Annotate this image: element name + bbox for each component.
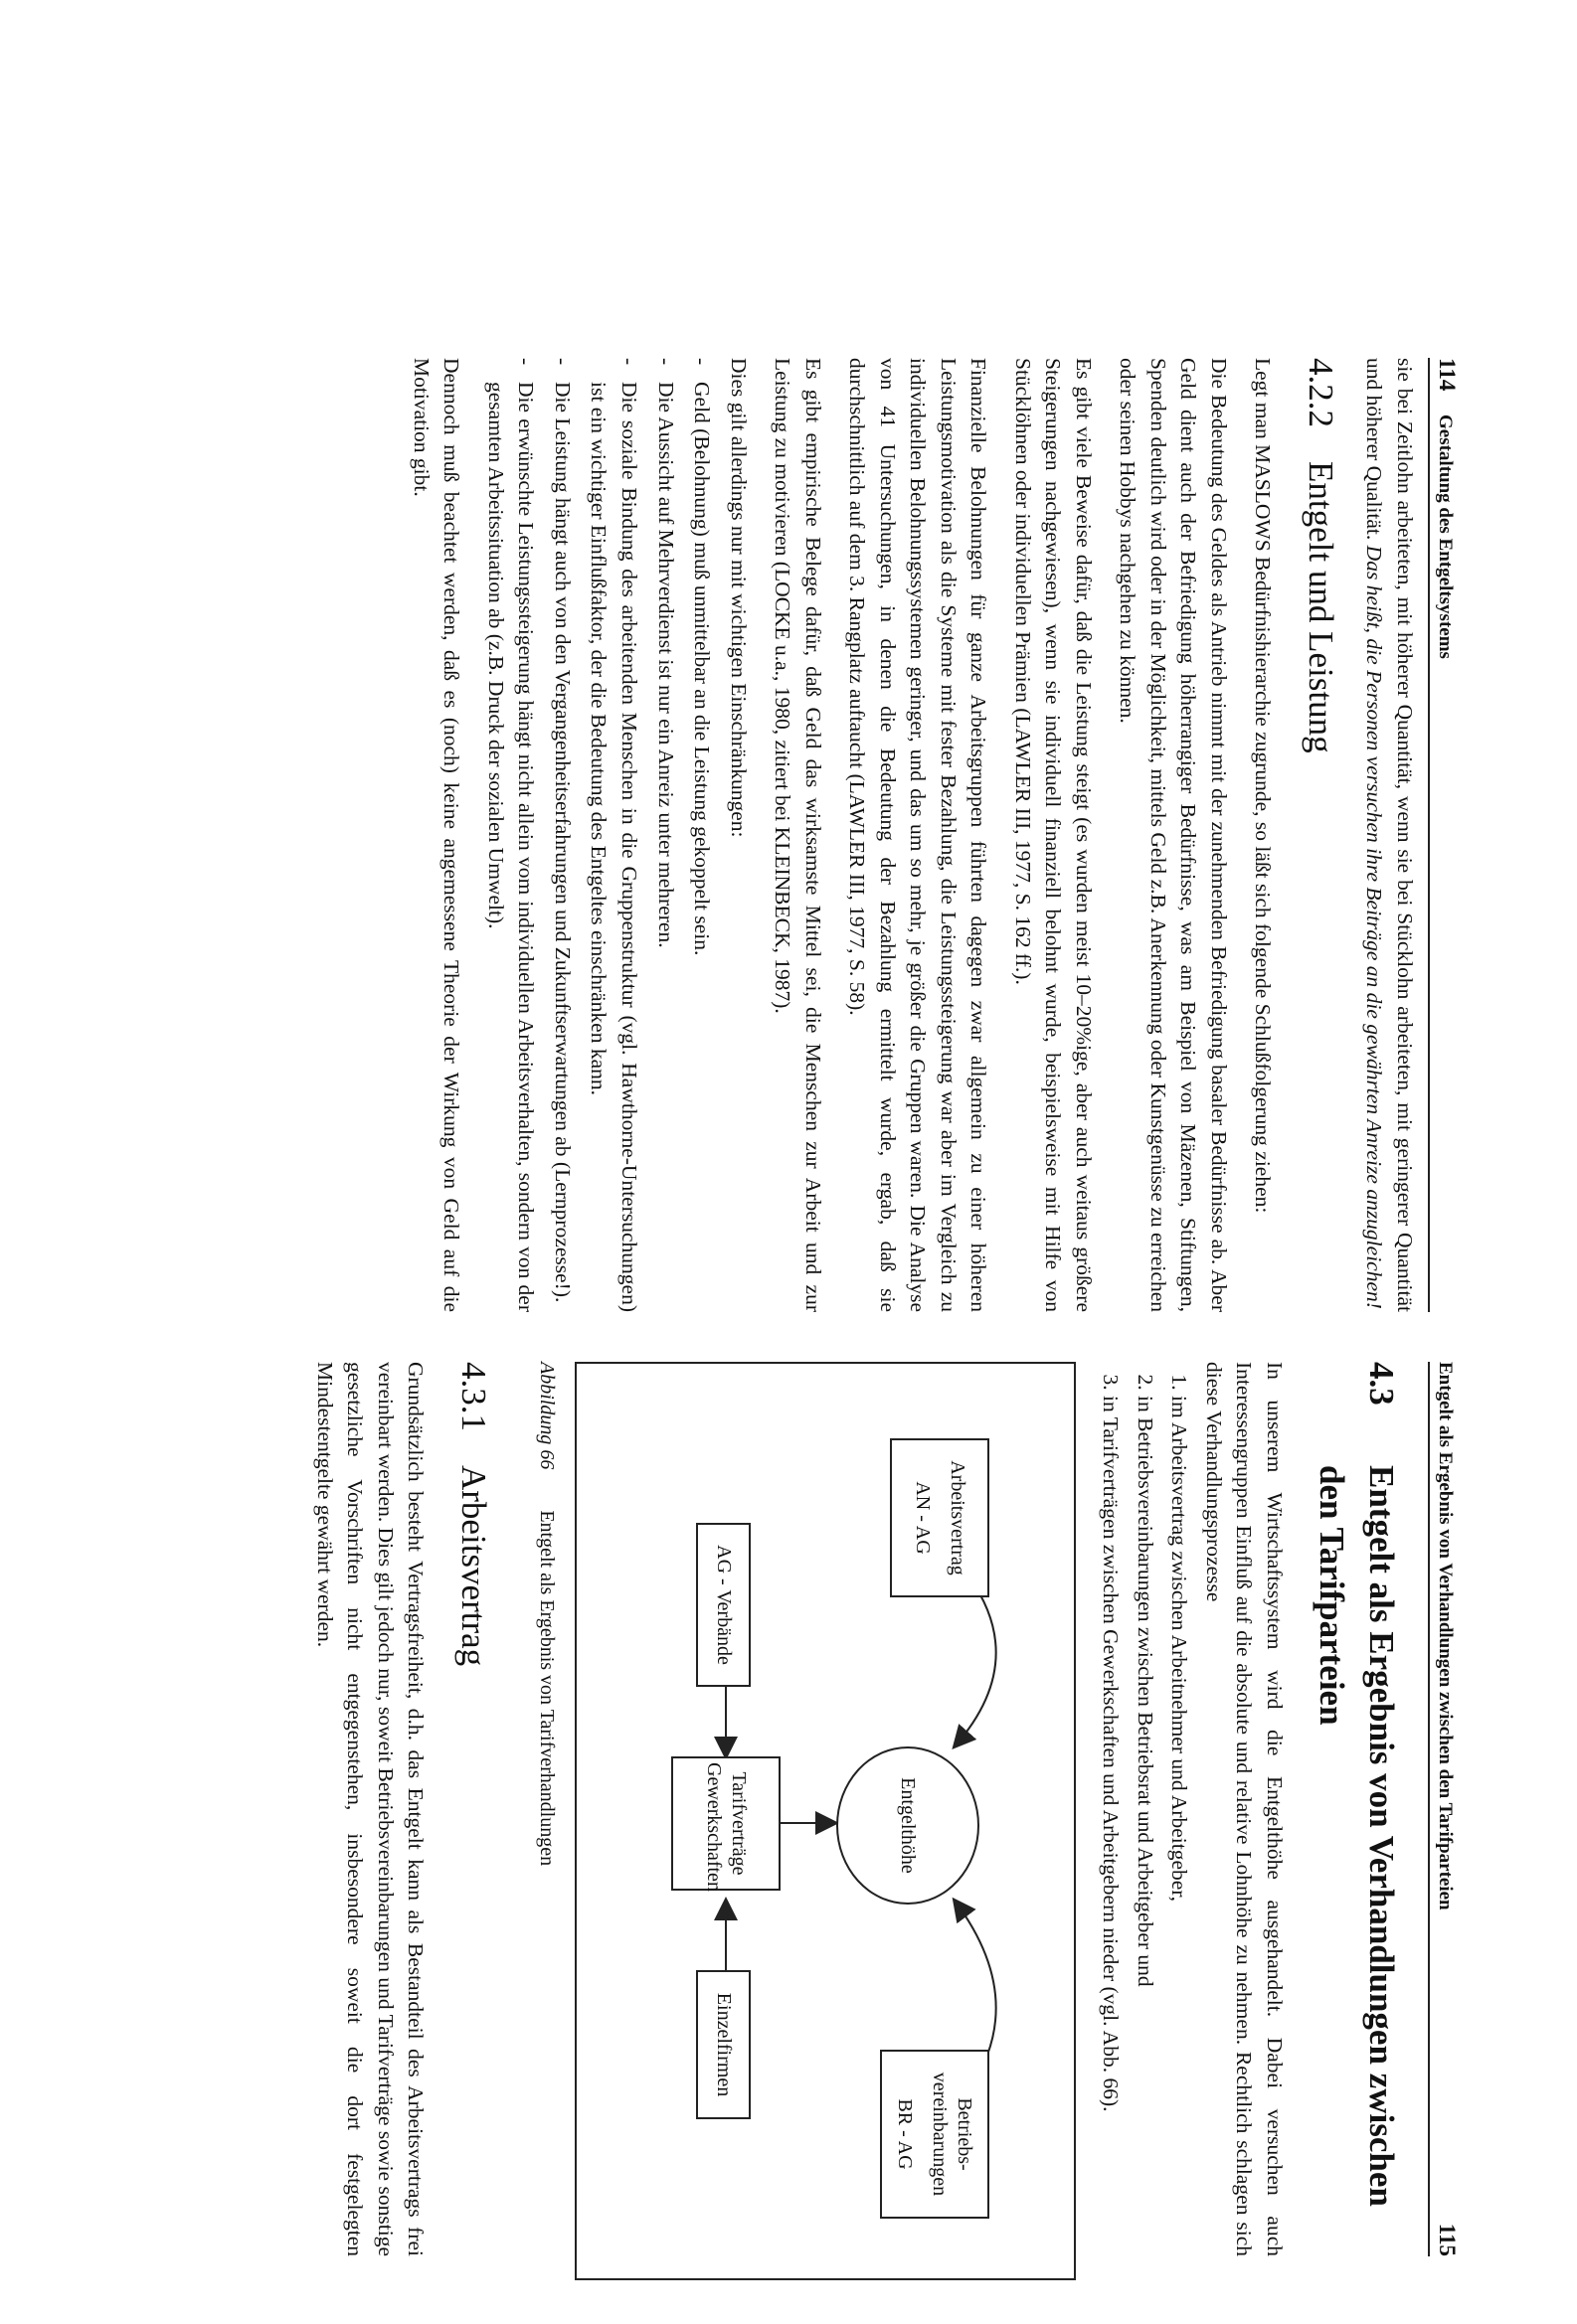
- intro-paragraph: [1359, 358, 1420, 1312]
- box-title: Arbeitsvertrag: [946, 1460, 968, 1576]
- box-title: Betriebs- vereinbarungen: [929, 2072, 976, 2197]
- caption-text: Entgelt als Ergebnis von Tarifverhandlungen: [535, 1510, 558, 1867]
- section-number: 4.2.2: [1301, 358, 1340, 427]
- right-text-column: [295, 1362, 1420, 2256]
- figure-66-diagram: [575, 1362, 1076, 2280]
- subsection-paragraph: Grundsätzlich besteht Vertragsfreiheit, d.h. das Entgelt kann als Bestandteil des Arbeitsvertrags frei vereinbart werden. Dies gilt jedoch nur, soweit Betriebsvereinbarungen und Tarifverträge sowie sonstige gesetzliche Vorschriften nicht entgegenstehen, insbesondere soweit die dort festgelegten Mindestentgelte gewährt werden.: [312, 1362, 429, 2256]
- list-item: - Geld (Belohnung) muß unmittelbar an die Leistung gekoppelt sein.: [687, 358, 718, 1312]
- paragraph: Es gibt viele Beweise dafür, daß die Leistung steigt (es wurden meist 10–20%ige, aber auch weitaus größere Steigerungen nachgewiesen), wenn sie individuell finanziell belohnt wurde, beispielsweise mit Hilfe von Stücklöhnen oder individuellen Prämien (LAWLER III, 1977, S. 162 ff.).: [1010, 358, 1096, 1312]
- section-heading-4-2-2: [1296, 358, 1345, 1312]
- paragraph: Dies gilt allerdings nur mit wichtigen Einschränkungen:: [726, 358, 751, 838]
- left-page: [0, 298, 1577, 1352]
- right-page-number: 115: [1435, 2223, 1460, 2256]
- list-item: 3. in Tarifverträgen zwischen Gewerkschaften und Arbeitgebern nieder (vgl. Abb. 66).: [1096, 1396, 1127, 2256]
- list-item: - Die soziale Bindung des arbeitenden Menschen in die Gruppenstruktur (vgl. Hawthorne-Untersuchungen) ist ein wichtiger Einflußfaktor, der die Bedeutung des Entgeltes einschränken kann.: [584, 358, 644, 1312]
- box-ag-verbaende: [696, 1523, 751, 1687]
- restrictions-list: [480, 358, 717, 1312]
- figure-caption: [532, 1362, 560, 2256]
- paragraph: Legt man MASLOWS Bedürfnishierarchie zugrunde, so läßt sich folgende Schlußfolgerung ziehen:: [1251, 358, 1276, 1214]
- right-running-title: Entgelt als Ergebnis von Verhandlungen zwischen den Tarifparteien: [1435, 1362, 1456, 1910]
- section-title: Entgelt und Leistung: [1301, 461, 1340, 753]
- closing-paragraph: Dennoch muß beachtet werden, daß es (noch) keine angemessene Theorie der Wirkung von Geld auf die Motivation gibt.: [409, 358, 464, 1312]
- section-heading-4-3: [1308, 1362, 1406, 2256]
- paragraph: Die Bedeutung des Geldes als Antrieb nimmt mit der zunehmenden Befriedigung basaler Bedürfnisse ab. Aber Geld dient auch der Befriedigung höherrangiger Bedürfnisse, was am Beispiel von Mäzenen, Stiftungen, Spenden deutlich wird oder in der Möglichkeit, mittels Geld z.B. Anerkennung oder Kunstgenüsse zu erreichen oder seinen Hobbys nachgehen zu können.: [1116, 358, 1231, 1312]
- section-number: 4.3.1: [454, 1362, 494, 1431]
- box-arbeitsvertrag: [890, 1438, 989, 1597]
- box-einzelfirmen: [696, 1970, 751, 2119]
- left-text-column: [392, 358, 1420, 1312]
- box-tarifvertraege: [671, 1756, 781, 1891]
- left-page-number: 114: [1435, 358, 1460, 392]
- section-number: 4.3: [1362, 1362, 1401, 1406]
- box-title: Tarifverträge Gewerkschaften: [702, 1762, 750, 1892]
- section-title: Arbeitsvertrag: [454, 1465, 494, 1667]
- right-running-header: [1428, 1362, 1460, 2256]
- list-item: - Die Leistung hängt auch von den Vergangenheitserfahrungen und Zukunftserwartungen ab (Lernprozesse!).: [547, 358, 578, 1312]
- section-heading-4-3-1: [448, 1362, 498, 2256]
- paragraph: Es gibt empirische Belege dafür, daß Geld das wirksamste Mittel sei, die Menschen zur Arbeit und zur Leistung zu motivieren (LOCKE u.a., 1980, zitiert bei KLEINBECK, 1987).: [771, 358, 825, 1312]
- left-running-title: Gestaltung des Entgeltsystems: [1435, 414, 1456, 659]
- numbered-list: [1096, 1362, 1195, 2256]
- caption-label: Abbildung 66: [535, 1362, 558, 1470]
- circle-label: Entgelthöhe: [896, 1777, 919, 1874]
- intro-text: sie bei Zeitlohn arbeiteten, mit höherer Quantität, wenn sie bei Stücklohn arbeiteten, mit geringerer Quantität und höherer Qualität.: [1362, 358, 1417, 1312]
- box-betriebsvereinbarungen: [880, 2050, 989, 2219]
- intro-italic: Das heißt, die Personen versuchen ihre Beiträge an die gewährten Anreize anzugleichen!: [1362, 545, 1387, 1309]
- section-title: Entgelt als Ergebnis von Verhandlungen zwischen den Tarifparteien: [1313, 1465, 1401, 2207]
- list-item: - Die erwünschte Leistungssteigerung hängt nicht allein vom individuellen Arbeitsverhalten, sondern von der gesamten Arbeitssituation ab (z.B. Druck der sozialen Umwelt).: [480, 358, 541, 1312]
- box-sub: AN - AG: [911, 1481, 934, 1555]
- box-title: AG - Verbände: [712, 1545, 735, 1665]
- paragraph: Finanzielle Belohnungen für ganze Arbeitsgruppen führten dagegen zwar allgemein zu einer höheren Leistungsmotivation als die Systeme mit fester Bezahlung, die Leistungssteigerung war aber im Vergleich zu individuellen Belohnungssystemen geringer, und das um so mehr, je größer die Gruppen waren. Die Analyse von 41 Untersuchungen, in denen die Bedeutung der Bezahlung ermittelt wurde, ergab, daß sie durchschnittlich auf dem 3. Rangplatz auftaucht (LAWLER III, 1977, S. 58).: [845, 358, 991, 1312]
- list-item: 2. in Betriebsvereinbarungen zwischen Betriebsrat und Arbeitgeber und: [1130, 1396, 1160, 2256]
- circle-entgelthoehe: [836, 1746, 979, 1905]
- diagram-arrows: [577, 1364, 1074, 2278]
- box-sub: BR - AG: [894, 2098, 917, 2170]
- box-title: Einzelfirmen: [712, 1992, 735, 2097]
- right-page: [0, 1302, 1577, 2296]
- intro-paragraph: In unserem Wirtschaftssystem wird die Entgelthöhe ausgehandelt. Dabei versuchen auch Interessengruppen Einfluß auf die absolute und relative Lohnhöhe zu nehmen. Rechtlich schlagen sich diese Verhandlungsprozesse: [1201, 1362, 1287, 2256]
- list-item: - Die Aussicht auf Mehrverdienst ist nur ein Anreiz unter mehreren.: [650, 358, 681, 1312]
- list-item: 1. im Arbeitsvertrag zwischen Arbeitnehmer und Arbeitgeber,: [1164, 1396, 1195, 2256]
- left-running-header: [1428, 358, 1460, 1312]
- arrow-arbeitsvertrag: [955, 1577, 996, 1746]
